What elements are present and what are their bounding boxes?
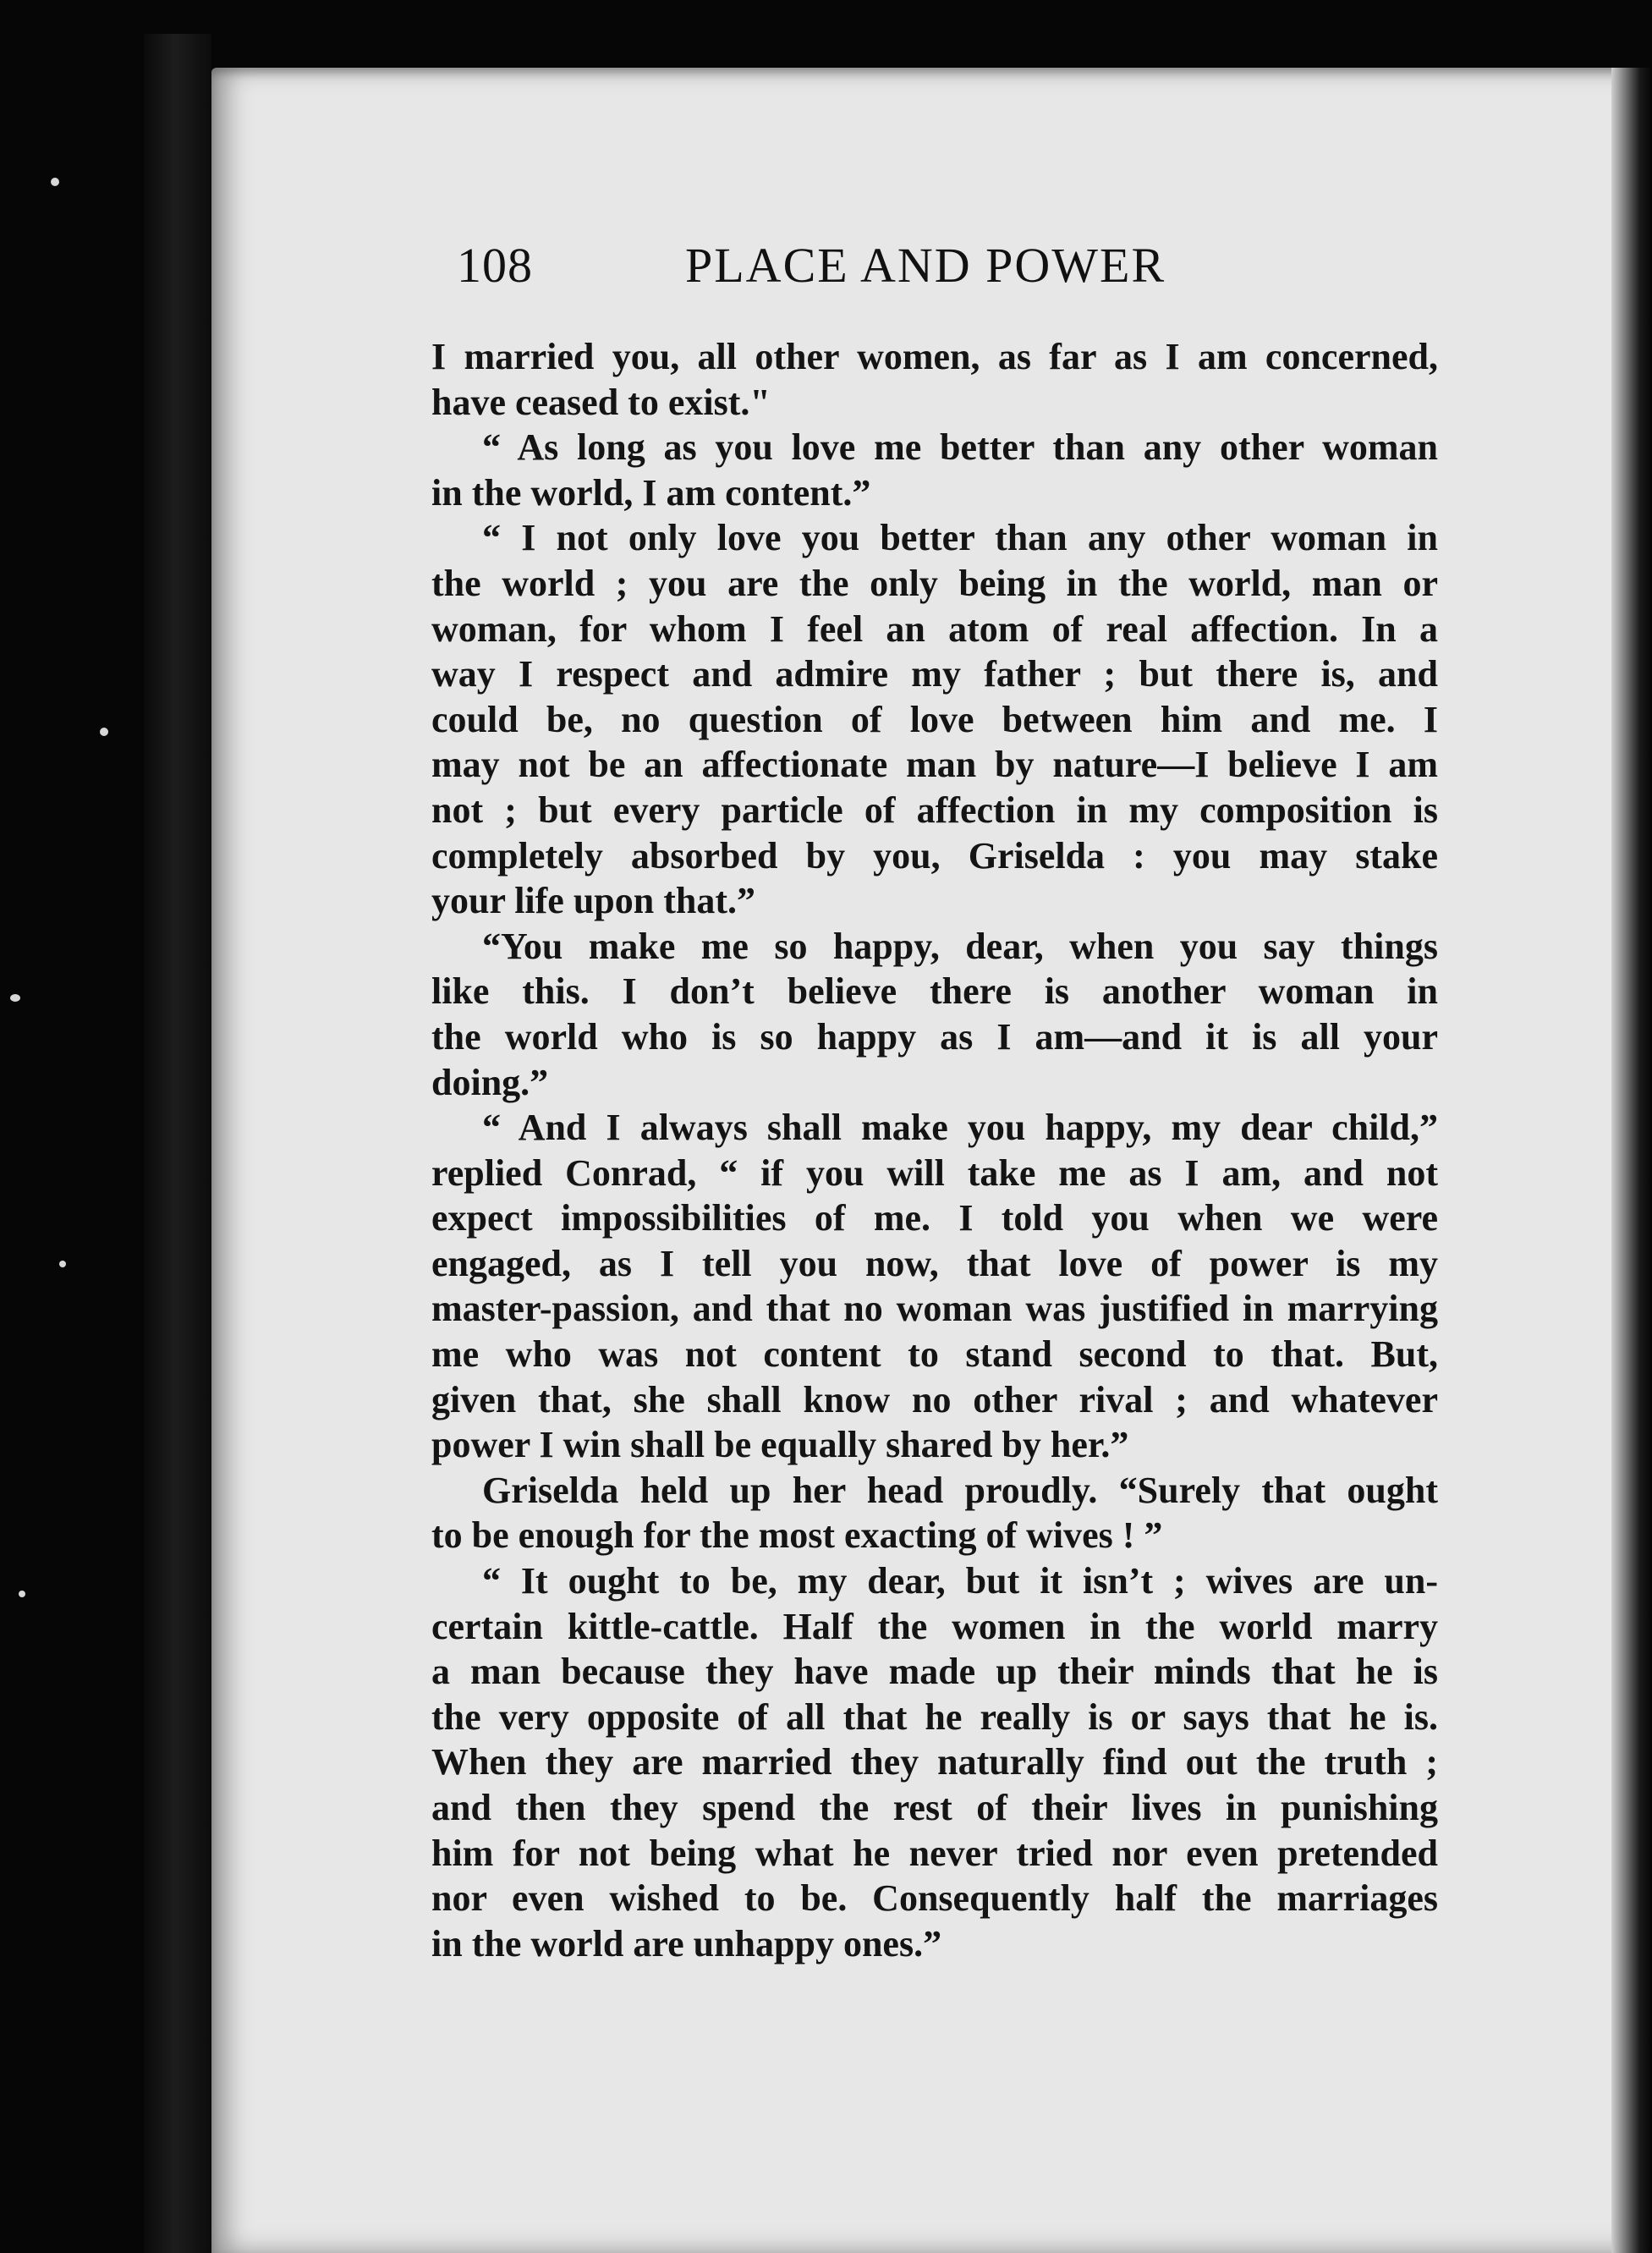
book-spine-shadow (144, 34, 211, 2253)
text-line: master-passion, and that no woman was justified in marrying (431, 1288, 1438, 1330)
text-line: expect impossibilities of me. I told you when we were (431, 1197, 1438, 1239)
text-line: Griselda held up her head proudly. “Surely that ought (482, 1469, 1438, 1511)
text-line: “ As long as you love me better than any other woman (482, 426, 1438, 469)
text-line: like this. I don’t believe there is another woman in (431, 970, 1438, 1013)
text-line: nor even wished to be. Consequently half the marriages (431, 1877, 1438, 1920)
text-line: your life upon that.” (431, 880, 756, 922)
page-header (457, 237, 1430, 305)
dust-speck (59, 1261, 66, 1267)
text-line: doing.” (431, 1061, 549, 1103)
text-line: the very opposite of all that he really is or says that he is. (431, 1695, 1438, 1738)
text-line: may not be an affectionate man by nature—I believe I am (431, 744, 1438, 786)
body-text (431, 334, 1438, 1966)
text-line: I married you, all other women, as far as I am concerned, (431, 336, 1438, 377)
running-title: PLACE AND POWER (685, 238, 1166, 293)
text-line: engaged, as I tell you now, that love of power is my (431, 1242, 1438, 1284)
text-line: “ I not only love you better than any other woman in (482, 517, 1438, 559)
dust-speck (100, 728, 108, 736)
text-line: way I respect and admire my father ; but there is, and (431, 653, 1438, 695)
text-line: in the world are unhappy ones.” (431, 1922, 942, 1965)
dust-speck (10, 994, 20, 1002)
text-line: not ; but every particle of affection in my composition is (431, 789, 1438, 831)
text-line: a man because they have made up their minds that he is (431, 1651, 1438, 1693)
dust-speck (19, 1591, 25, 1597)
text-line: replied Conrad, “ if you will take me as I am, and not (431, 1151, 1438, 1194)
page-number: 108 (457, 238, 533, 293)
text-line: have ceased to exist." (431, 381, 771, 423)
text-line: to be enough for the most exacting of wives ! ” (431, 1514, 1163, 1557)
text-line: and then they spend the rest of their lives in punishing (431, 1787, 1438, 1828)
text-line: certain kittle-cattle. Half the women in the world marry (431, 1605, 1438, 1647)
text-line: completely absorbed by you, Griselda : you may stake (431, 834, 1438, 876)
text-line: power I win shall be equally shared by her.” (431, 1424, 1129, 1466)
text-line: him for not being what he never tried nor even pretended (431, 1832, 1438, 1874)
text-line: given that, she shall know no other rival ; and whatever (431, 1378, 1438, 1420)
text-line: “ It ought to be, my dear, but it isn’t ; wives are un- (482, 1560, 1438, 1602)
page-edge-shadow (1611, 68, 1652, 2253)
text-line: “You make me so happy, dear, when you say things (482, 925, 1438, 967)
text-line: When they are married they naturally find out the truth ; (431, 1741, 1438, 1783)
text-line: “ And I always shall make you happy, my dear child,” (482, 1107, 1438, 1149)
text-line: woman, for whom I feel an atom of real affection. In a (431, 607, 1438, 650)
text-line: could be, no question of love between him and me. I (431, 698, 1438, 740)
dust-speck (51, 178, 59, 186)
text-line: me who was not content to stand second to that. But, (431, 1333, 1438, 1376)
text-line: the world who is so happy as I am—and it is all your (431, 1015, 1438, 1058)
text-line: the world ; you are the only being in the world, man or (431, 562, 1438, 604)
text-line: in the world, I am content.” (431, 471, 871, 514)
